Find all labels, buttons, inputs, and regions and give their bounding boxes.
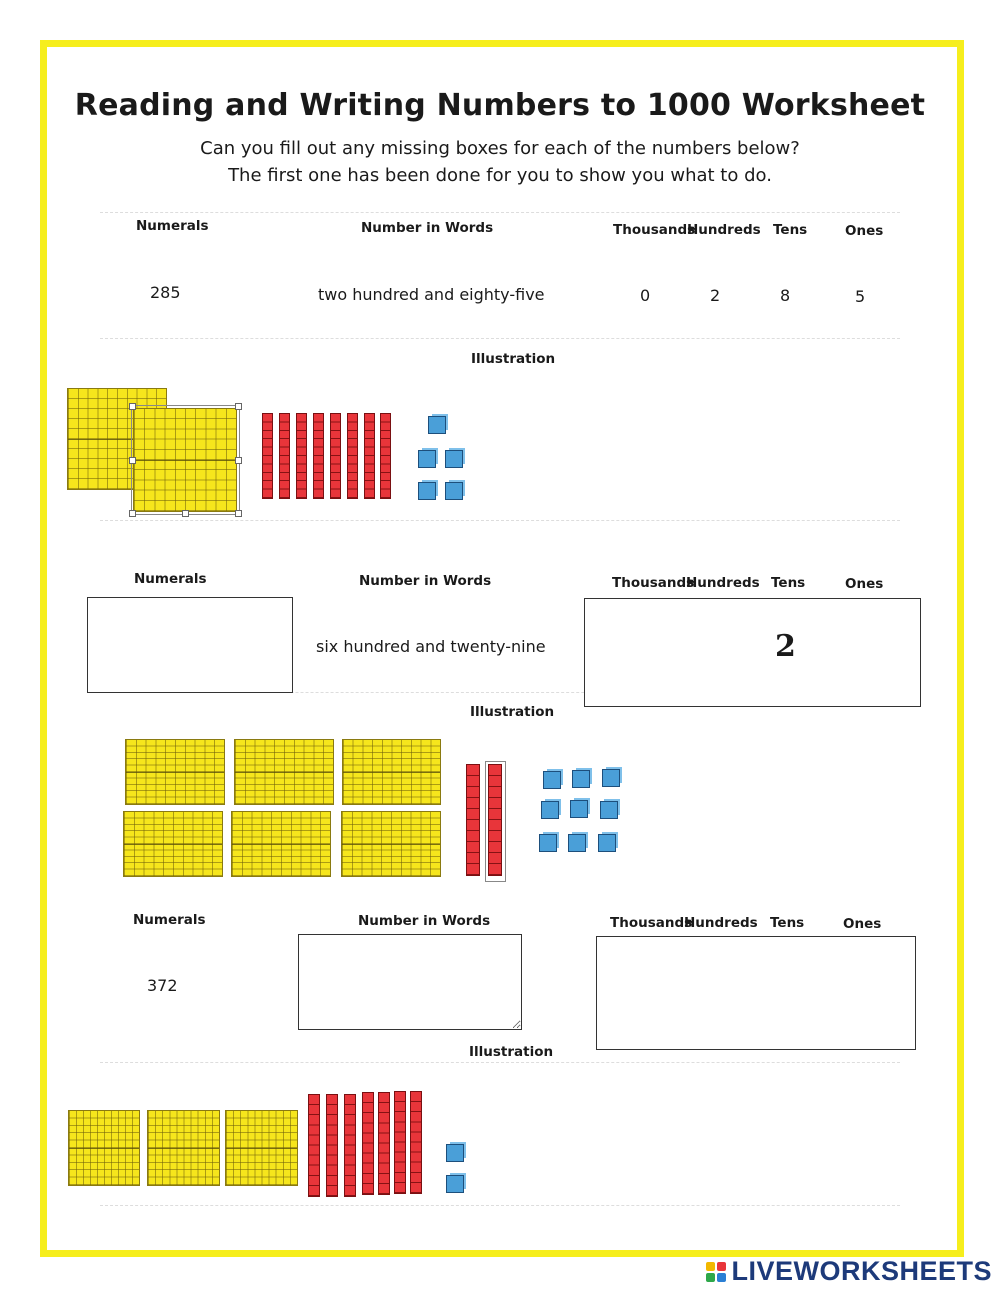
header-thousands: Thousands [610, 915, 693, 931]
one-cube [445, 450, 463, 468]
q2-words-input-box[interactable] [298, 934, 522, 1030]
q2-place-value-input[interactable] [597, 937, 915, 1049]
divider [100, 1062, 900, 1063]
example-tens: 8 [780, 286, 791, 305]
example-ones: 5 [855, 287, 866, 306]
header-ones: Ones [845, 576, 884, 592]
header-thousands: Thousands [612, 575, 695, 591]
header-numerals: Numerals [136, 218, 209, 234]
ten-rod [296, 413, 307, 499]
ten-rod [326, 1094, 338, 1197]
one-cube [572, 770, 590, 788]
example-thousands: 0 [640, 286, 651, 305]
resize-handle [235, 510, 242, 517]
hundred-flat [341, 811, 441, 877]
header-numerals: Numerals [134, 571, 207, 587]
hundred-flat [125, 739, 225, 805]
divider [100, 520, 900, 521]
one-cube [446, 1144, 464, 1162]
header-numerals: Numerals [133, 912, 206, 928]
header-hundreds: Hundreds [684, 915, 758, 931]
resize-handle [129, 457, 136, 464]
illustration-label: Illustration [469, 1044, 554, 1060]
ten-rod [330, 413, 341, 499]
illustration-label: Illustration [470, 704, 555, 720]
ten-rod [347, 413, 358, 499]
selection-outline [485, 761, 506, 882]
instruction-line-2: The first one has been done for you to show you what to do. [228, 165, 772, 186]
header-words: Number in Words [359, 573, 492, 589]
one-cube [418, 450, 436, 468]
ten-rod [466, 764, 480, 876]
q2-words-input[interactable] [299, 935, 521, 1029]
one-cube [600, 801, 618, 819]
header-words: Number in Words [361, 220, 494, 236]
worksheet-title: Reading and Writing Numbers to 1000 Worksheet [74, 88, 926, 123]
divider [100, 1205, 900, 1206]
ten-rod [378, 1092, 390, 1195]
selection-outline [131, 405, 240, 515]
illustration-label: Illustration [471, 351, 556, 367]
ten-rod [308, 1094, 320, 1197]
logo-text: LIVEWORKSHEETS [731, 1256, 992, 1286]
hundred-flat [123, 811, 223, 877]
example-words: two hundred and eighty-five [318, 285, 545, 304]
ten-rod [344, 1094, 356, 1197]
instruction-line-1: Can you fill out any missing boxes for each of the numbers below? [200, 138, 800, 159]
one-cube [543, 771, 561, 789]
ten-rod [313, 413, 324, 499]
ten-rod [362, 1092, 374, 1195]
one-cube [446, 1175, 464, 1193]
header-ones: Ones [845, 223, 884, 239]
resize-handle [129, 510, 136, 517]
resize-handle [182, 510, 189, 517]
one-cube [428, 416, 446, 434]
divider [100, 338, 900, 339]
example-numeral: 285 [150, 283, 181, 302]
ten-rod [279, 413, 290, 499]
hundred-flat [147, 1110, 220, 1186]
one-cube [598, 834, 616, 852]
header-hundreds: Hundreds [686, 575, 760, 591]
header-tens: Tens [771, 575, 806, 591]
q1-numeral-input-box[interactable] [87, 597, 293, 693]
q2-place-value-box[interactable] [596, 936, 916, 1050]
header-ones: Ones [843, 916, 882, 932]
logo-icon [706, 1262, 726, 1282]
hundred-flat [231, 811, 331, 877]
header-tens: Tens [770, 915, 805, 931]
one-cube [541, 801, 559, 819]
liveworksheets-logo [706, 1256, 992, 1287]
one-cube [602, 769, 620, 787]
hundred-flat [342, 739, 441, 805]
q1-place-value-box[interactable] [584, 598, 921, 707]
ten-rod [410, 1091, 422, 1194]
one-cube [418, 482, 436, 500]
example-hundreds: 2 [710, 286, 721, 305]
q1-words: six hundred and twenty-nine [316, 637, 546, 656]
q1-numeral-input[interactable] [88, 598, 292, 692]
one-cube [539, 834, 557, 852]
header-thousands: Thousands [613, 222, 696, 238]
header-tens: Tens [773, 222, 808, 238]
ten-rod [380, 413, 391, 499]
header-hundreds: Hundreds [687, 222, 761, 238]
resize-handle [235, 403, 242, 410]
one-cube [445, 482, 463, 500]
one-cube [570, 800, 588, 818]
header-words: Number in Words [358, 913, 491, 929]
hundred-flat [234, 739, 334, 805]
one-cube [568, 834, 586, 852]
ten-rod [262, 413, 273, 499]
q2-numeral: 372 [147, 976, 178, 995]
hundred-flat [225, 1110, 298, 1186]
ten-rod [394, 1091, 406, 1194]
ten-rod [364, 413, 375, 499]
resize-handle [235, 457, 242, 464]
hundred-flat [68, 1110, 140, 1186]
divider [100, 212, 900, 213]
q1-place-value-answer[interactable]: 2 [775, 629, 796, 664]
resize-handle [129, 403, 136, 410]
